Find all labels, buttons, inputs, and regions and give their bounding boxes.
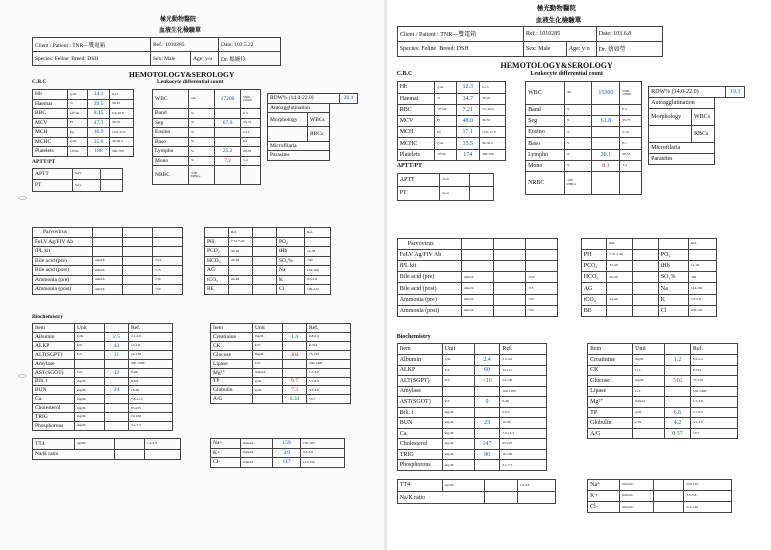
wbc-row: WBC /uL 15300 5500- 19500 — [526, 82, 642, 104]
biochem-row: BUN mg/dL 24 16-36 — [33, 386, 173, 395]
report-sheet-right — [386, 0, 771, 550]
biochemistry-title: Biochemistry — [32, 314, 64, 320]
leukocyte-row: Eosino % 2-12 — [153, 128, 261, 138]
biochemistry-table-2: Item Unit Ref. Creatinine mg/dL 1.4 0.8-2.4 CK U/L 0-314 Glucose mg/dL 304 75-159 Lipase U/L 100-1400 Mg²⁺ mmol/L 1.5-3.0 TP g/dL 9.7 5.7-8.9 Globulin g/dL 7.3 3.5-4.9 A/G 0.34 >0.7 — [210, 323, 351, 404]
blood-gas-table: Ref. Ref. PH 7.31-7.42 PO₂ PCO₂ 32-49 tHb 12-18 HCO₃ 20-29 SO₂% <80 AG Na 144-160 tCO₂ 24-48 K 3.5-5.8 BE Cl 109-122 — [581, 238, 717, 318]
report-title: 血液生化檢驗單 — [159, 28, 202, 34]
leukocyte-row: Band % 0-3 — [526, 104, 642, 115]
blood-gas-row: PH 7.31-7.42 PO₂ — [205, 237, 331, 247]
cbc-row: Haemat % 34.7 30-45 — [397, 93, 505, 104]
bile-row: Bile acid (pre) umol/L <5.0 — [33, 256, 183, 266]
biochem-row: A/G 0.34 >0.7 — [211, 395, 351, 404]
biochem-row: Globulin g/dL 4.2 3.5-4.9 — [588, 418, 738, 429]
biochem-row: TP g/dL 9.7 5.7-8.9 — [211, 377, 351, 386]
biochem-row: Glucose mg/dL 516 75-159 — [588, 376, 738, 387]
blood-gas-row: HCO₃ 20-29 SO₂% <80 — [205, 256, 331, 266]
biochemistry-title: Biochemistry — [396, 333, 431, 340]
nrbc-row: NRBC /100 WBCs — [526, 172, 642, 194]
biochem-row: Mg²⁺ mmol/L 1.5-3.0 — [211, 368, 351, 377]
biochem-row: TRIG mg/dL 90 10-100 — [397, 449, 547, 460]
tt4-table: TT4 ng/mL 1.9-4.8 Na/K ratio — [32, 438, 181, 460]
biochemistry-table-1: Item Unit Ref. Albumin g/dL 2.5 2.2-4.0 ALKP U/L 43 14-111 ALT(SGPT) U/L 11 12-130 Amylase 500-1500 AST(SGOT) U/L 12 0-48 Bili. t mg/dL 0-0.9 BUN mg/dL 24 16-36 Ca. mg/dL 7.8-11.3 Cholesterol mg/dL 65-225 TRIG mg/dL 10-100 Phosphorous mg/dL 3.1-7.5 — [32, 323, 173, 431]
leukocyte-row: Mono % 7.2 1-4 — [153, 156, 261, 166]
aptt-title: APTT/PT — [396, 163, 423, 170]
aptt-title: APTT/PT — [32, 158, 56, 165]
cbc-row: MCV Fl 47.3 39-55 — [33, 118, 134, 128]
biochemistry-table-2: Item Unit Ref. Creatinine mg/dL 1.2 0.8-2.4 CK U/L 0-314 Glucose mg/dL 516 75-159 Lipase U/L 100-1400 Mg²⁺ mmol/L 1.5-3.0 TP g/dL 6.6 5.7-8.9 Globulin g/dL 4.2 3.5-4.9 A/G 0.57 >0.7 — [587, 343, 738, 439]
cbc-row: RBC 10⁶/uL 8.15 5.0-10.0 — [33, 109, 134, 119]
leukocyte-row: Baso % 0-1 — [153, 137, 261, 147]
cbc-table — [397, 81, 506, 161]
biochem-row: CK U/L 0-314 — [588, 365, 738, 376]
leukocyte-row: Lympho % 30.1 20-55 — [526, 149, 642, 160]
leukocyte-row: Eosino % 2-12 — [526, 127, 642, 138]
biochem-row: TP g/dL 6.6 5.7-8.9 — [588, 407, 738, 418]
biochem-row: AST(SGOT) U/L 12 0-48 — [33, 368, 173, 377]
cbc-row: Hb g/dL 12.3 8-15 — [397, 82, 505, 93]
biochem-row: Lipase U/L 100-1400 — [211, 359, 351, 368]
leukocyte-row: Lympho % 25.2 20-55 — [153, 147, 261, 157]
biochem-row: Phosphorous mg/dL 3.1-7.5 — [397, 460, 547, 471]
biochem-row: BUN mg/dL 23 16-36 — [397, 418, 547, 429]
biochem-row: AST(SGOT) U/L 9 0-48 — [397, 397, 547, 408]
bile-row: Bile acid (post) umol/L <15 — [397, 283, 557, 294]
biochem-row: A/G 0.57 >0.7 — [588, 428, 738, 439]
biochem-row: Albumin g/dL 2.4 2.2-4.0 — [397, 355, 547, 366]
electrolyte-row: Cl- mmol/L 117 112-129 — [211, 458, 345, 468]
biochem-row: ALKP U/L 60 14-111 — [397, 365, 547, 376]
aptt-table: APTT Secs PT Secs — [397, 173, 494, 201]
biochem-row: Cholesterol mg/dL 147 65-225 — [397, 439, 547, 450]
biochemistry-table-1: Item Unit Ref. Albumin g/dL 2.4 2.2-4.0 ALKP U/L 60 14-111 ALT(SGPT) U/L <10 12-130 Amylase 500-1500 AST(SGOT) U/L 9 0-48 Bili. t mg/dL 0-0.9 BUN mg/dL 23 16-36 Ca. mg/dL 7.8-11.3 Cholesterol mg/dL 147 65-225 TRIG mg/dL 90 10-100 Phosphorous mg/dL 3.1-7.5 — [397, 343, 548, 471]
electrolyte-row: K+ mmol/L 3.9 3.5-5.8 — [211, 448, 345, 458]
biochem-row: ALKP U/L 43 14-111 — [33, 341, 173, 350]
cbc-table — [32, 89, 134, 157]
blood-gas-row: tCO₂ 24-48 K 3.5-5.8 — [581, 294, 716, 305]
leukocyte-table — [525, 81, 642, 194]
hospital-name: 極光動物醫院 — [160, 17, 197, 23]
blood-gas-table: Ref. Ref. PH 7.31-7.42 PO₂ PCO₂ 32-49 tHb 12-18 HCO₃ 20-29 SO₂% <80 AG Na 144-160 tCO₂ 24-48 K 3.5-5.8 BE Cl 109-122 — [204, 227, 331, 295]
blood-gas-row: AG Na 144-160 — [581, 283, 716, 294]
leukocyte-row: Seg % 67.6 35-75 — [153, 118, 261, 128]
bile-row: Ammonia (pre) umol/L <59 — [33, 275, 183, 285]
electrolyte-row: Na+ mmol/L 159 150-165 — [211, 439, 345, 449]
biochem-row: Creatinine mg/dL 1.4 0.8-2.4 — [211, 332, 351, 341]
section-title: HEMOTOLOGY&SEROLOGY — [500, 60, 613, 70]
morphology-table: Autoagglutination Morphology WBCs RBCs Microfilaria Parasites — [267, 103, 330, 161]
biochem-row: Ca. mg/dL 7.8-11.3 — [397, 428, 547, 439]
patient-info-table: Client / Patient : TNR—雙電箱 Ref.: 1010285 Date: 103.6.8 Species: Feline Breed: DSH Sex: Male Age: y/o Dr. 蔡如瑩 — [397, 26, 663, 57]
biochem-row: Bili. t mg/dL 0-0.9 — [397, 407, 547, 418]
cbc-row: Hb g/dL 14.1 8-15 — [33, 90, 134, 100]
wbc-row: WBC /uL 17200 5500- 19500 — [153, 90, 261, 109]
bile-row: Bile acid (post) umol/L <15 — [33, 266, 183, 276]
blood-gas-row: HCO₃ 20-29 SO₂% <80 — [581, 272, 716, 283]
leukocyte-row: Band % 0-3 — [153, 109, 261, 119]
leukocyte-row: Baso % 0-1 — [526, 138, 642, 149]
cbc-row: RBC 10⁶/uL 7.21 5.0-10.0 — [397, 104, 505, 115]
section-title: HEMOTOLOGY&SEROLOGY — [129, 70, 235, 79]
biochem-row: Creatinine mg/dL 1.2 0.8-2.4 — [588, 355, 738, 366]
biochem-row: Mg²⁺ mmol/L 1.5-3.0 — [588, 397, 738, 408]
nrbc-row: NRBC /100 WBCs — [153, 166, 261, 185]
biochem-row: CK U/L 0-314 — [211, 341, 351, 350]
biochem-row: TRIG mg/dL 10-100 — [33, 413, 173, 422]
electrolyte-table — [210, 438, 345, 468]
aptt-table: APTT Secs PT Secs — [32, 168, 123, 192]
biochem-row: ALT(SGPT) U/L 11 12-130 — [33, 350, 173, 359]
blood-gas-row: AG Na 144-160 — [205, 266, 331, 276]
cbc-row: Platelets 10³/uL 188 300-700 — [33, 147, 134, 157]
cbc-title: C.B.C — [32, 79, 47, 85]
leukocyte-table — [152, 89, 261, 185]
serology-table: Parvovirus FeLV Ag/FIV Ab fPL kit Bile acid (pre) umol/L <5.0 Bile acid (post) umol/L <15 Ammonia (pre) umol/L <59 Ammonia (post) umol/L <59 — [397, 238, 558, 318]
serology-table: Parvovirus FeLV Ag/FIV Ab fPL kit Bile acid (pre) umol/L <5.0 Bile acid (post) umol/L <15 Ammonia (pre) umol/L <59 Ammonia (post) umol/L <59 — [32, 227, 183, 295]
cbc-row: MCHC g/dL 35.5 30-36.5 — [397, 138, 505, 149]
biochem-row: Glucose mg/dL 304 75-159 — [211, 350, 351, 359]
biochem-row: Albumin g/dL 2.5 2.2-4.0 — [33, 332, 173, 341]
page-divider — [384, 0, 387, 550]
biochem-row: Ca. mg/dL 7.8-11.3 — [33, 395, 173, 404]
biochem-row: Amylase 500-1500 — [397, 386, 547, 397]
leukocyte-title: Leukocyte differential count — [530, 70, 603, 77]
electrolyte-row: Cl- mmol/L 112-129 — [588, 502, 731, 513]
blood-gas-row: PH 7.31-7.42 PO₂ — [581, 249, 716, 260]
blood-gas-row: BE Cl 109-122 — [205, 285, 331, 295]
hospital-name: 極光動物醫院 — [536, 5, 576, 13]
cbc-row: Haemat % 39.5 30-45 — [33, 99, 134, 109]
punch-hole — [18, 196, 27, 200]
punch-hole — [18, 374, 27, 378]
biochem-row: Globulin g/dL 7.3 3.5-4.9 — [211, 386, 351, 395]
cbc-row: MCV Fl 48.0 39-55 — [397, 116, 505, 127]
rdw-table: RDW% (14.0-22.0) 20.4 — [267, 93, 358, 104]
electrolyte-row: K+ mmol/L 3.5-5.8 — [588, 490, 731, 501]
cbc-row: Platelets 10³/uL 174 300-700 — [397, 149, 505, 160]
morphology-table: Autoagglutination Morphology WBCs RBCs Microfilaria Parasites — [648, 97, 715, 165]
cbc-row: MCHC g/dL 35.6 30-36.5 — [33, 137, 134, 147]
bile-row: Ammonia (post) umol/L <59 — [397, 305, 557, 316]
electrolyte-row: Na+ mmol/L 150-165 — [588, 479, 731, 490]
electrolyte-table — [587, 479, 731, 514]
bile-row: Ammonia (pre) umol/L <59 — [397, 294, 557, 305]
cbc-row: MCH Pg 17.1 13.0-17.0 — [397, 127, 505, 138]
blood-gas-row: tCO₂ 24-48 K 3.5-5.8 — [205, 275, 331, 285]
leukocyte-title: Leukocyte differential count — [157, 79, 224, 85]
biochem-row: ALT(SGPT) U/L <10 12-130 — [397, 376, 547, 387]
cbc-row: MCH Pg 16.9 13.0-17.0 — [33, 128, 134, 138]
leukocyte-row: Mono % 8.1 1-4 — [526, 160, 642, 171]
biochem-row: Bili. t mg/dL 0-0.9 — [33, 377, 173, 386]
leukocyte-row: Seg % 61.8 35-75 — [526, 116, 642, 127]
report-title: 血液生化檢驗單 — [535, 16, 582, 24]
rdw-table: RDW% (14.0-22.0) 19.3 — [648, 86, 745, 98]
cbc-title: C.B.C — [396, 70, 413, 77]
bile-row: Bile acid (pre) umol/L <5.0 — [397, 272, 557, 283]
blood-gas-row: PCO₂ 32-49 tHb 12-18 — [205, 247, 331, 257]
patient-info-table: Client / Patient : TNR—雙電箱 Ref.: 1010285 Date: 103.5.22 Species: Feline Breed: DSH Sex: Male Age: y/o Dr. 楊婉伶 — [32, 37, 281, 66]
biochem-row: Lipase U/L 100-1400 — [588, 386, 738, 397]
bile-row: Ammonia (post) umol/L <59 — [33, 285, 183, 295]
biochem-row: Cholesterol mg/dL 65-225 — [33, 404, 173, 413]
biochem-row: Amylase 500-1500 — [33, 359, 173, 368]
blood-gas-row: PCO₂ 32-49 tHb 12-18 — [581, 261, 716, 272]
tt4-table: TT4 ng/mL 1.9-4.8 Na/K ratio — [397, 479, 556, 505]
blood-gas-row: BE Cl 109-122 — [581, 305, 716, 316]
biochem-row: Phosphorous mg/dL 3.1-7.5 — [33, 422, 173, 431]
